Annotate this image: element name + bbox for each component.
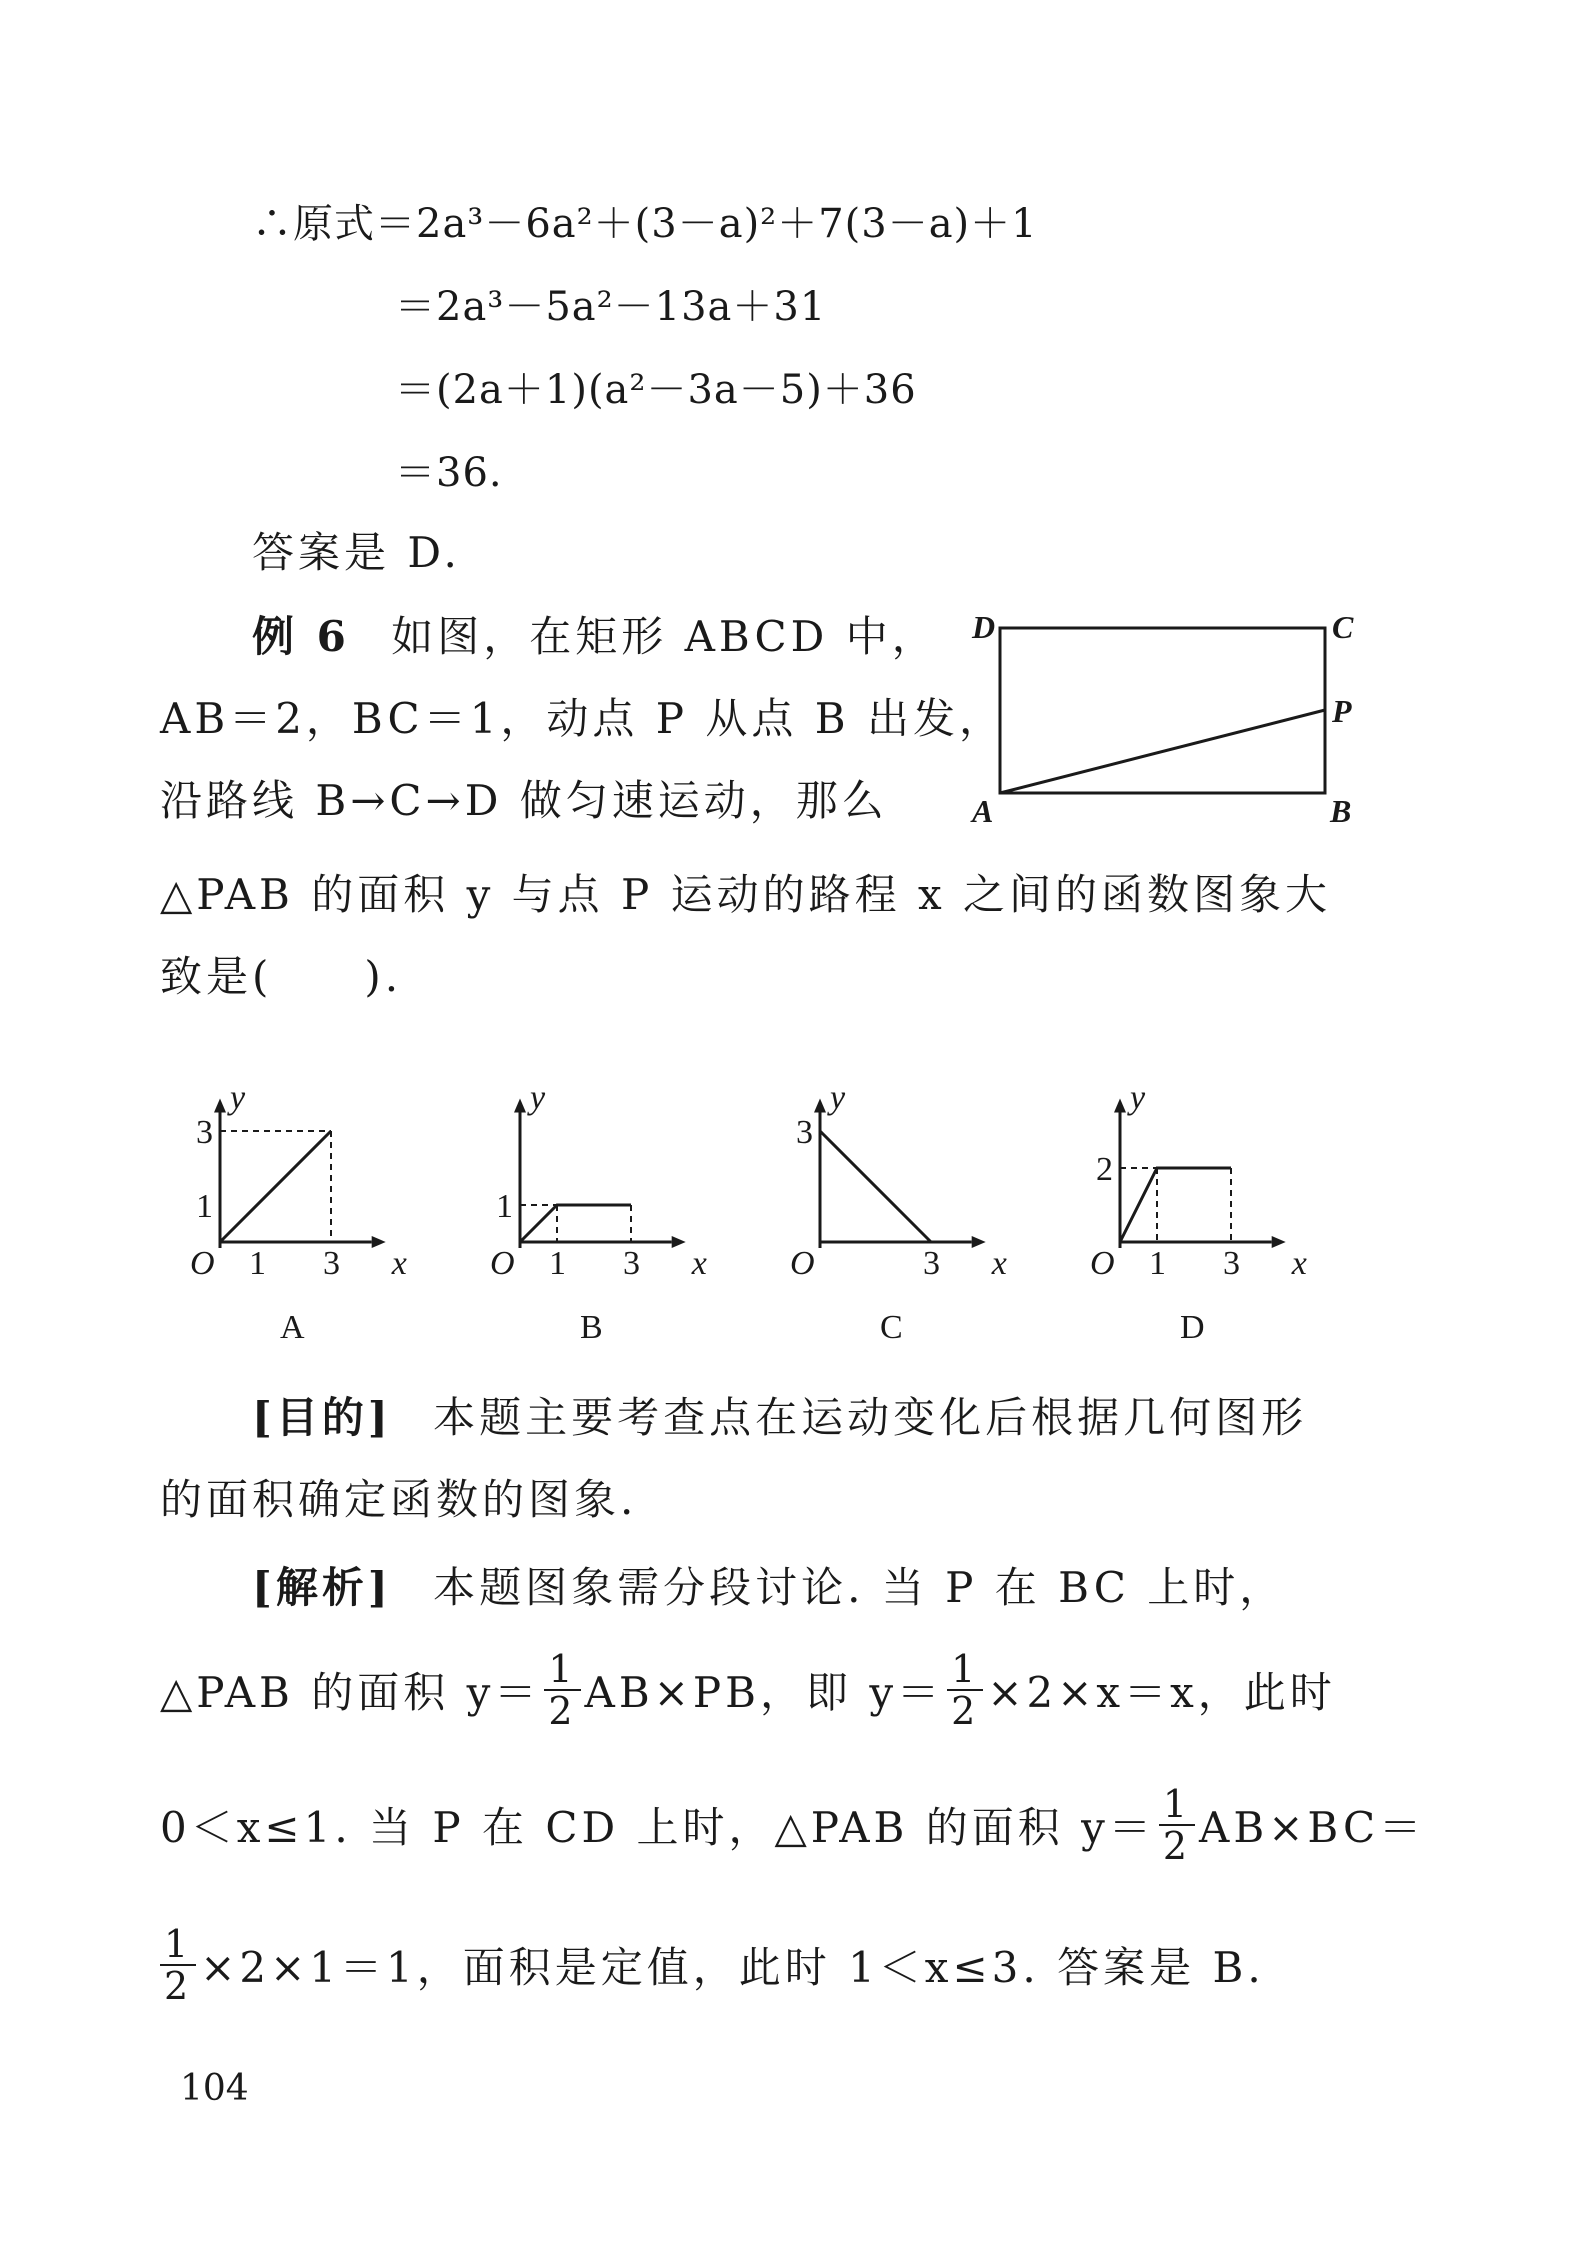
option-graphs: [180, 1020, 1380, 1350]
fraction-half: [947, 1649, 983, 1731]
example-text-1: 如图，在矩形 ABCD 中，: [391, 612, 938, 661]
y-tick-label: 1: [496, 1188, 513, 1225]
fraction-numerator: 1: [544, 1649, 580, 1691]
fraction-half: [1159, 1784, 1195, 1866]
y-axis-arrow: [1114, 1099, 1126, 1113]
purpose-text-2: 的面积确定函数的图象.: [160, 1475, 638, 1524]
function-line: [820, 1131, 931, 1242]
x-axis-label: x: [991, 1245, 1007, 1282]
page-number: 104: [180, 2068, 249, 2109]
rectangle-abcd: [1000, 628, 1325, 793]
option-label: D: [1180, 1309, 1205, 1346]
rectangle-figure: [960, 600, 1380, 840]
solution-line-4: ＝36.: [395, 450, 503, 496]
x-tick-label: 1: [549, 1245, 566, 1282]
function-line: [220, 1131, 331, 1242]
y-tick-label: 1: [196, 1188, 213, 1225]
fraction-numerator: 1: [160, 1924, 196, 1966]
label-d: D: [972, 609, 996, 645]
fraction-denominator: 2: [1162, 1824, 1192, 1868]
y-axis-label: y: [830, 1079, 846, 1117]
y-axis-label: y: [1130, 1079, 1146, 1117]
analysis-tag: [解析]: [252, 1563, 392, 1612]
solution-line-1: ∴原式＝2a³－6a²＋(3－a)²＋7(3－a)＋1: [252, 201, 1038, 247]
option-label: C: [880, 1309, 903, 1346]
segment-ap: [1000, 710, 1325, 793]
analysis-l3b: AB×BC＝: [1199, 1803, 1426, 1852]
x-tick-label: 3: [623, 1245, 640, 1282]
analysis-heading: [252, 1555, 1285, 1615]
fraction-numerator: 1: [947, 1649, 983, 1691]
x-axis-arrow: [372, 1236, 386, 1248]
example-text-3: 沿路线 B→C→D 做匀速运动，那么: [160, 776, 888, 825]
example-text-2: AB＝2，BC＝1，动点 P 从点 B 出发，: [160, 694, 1005, 743]
y-tick-label: 3: [796, 1114, 813, 1151]
solution-line-2: ＝2a³－5a²－13a＋31: [395, 284, 827, 330]
label-b: B: [1330, 793, 1352, 829]
y-axis-label: y: [230, 1079, 246, 1117]
x-tick-label: 3: [923, 1245, 940, 1282]
y-tick-label: 2: [1096, 1151, 1113, 1188]
x-tick-label: 1: [249, 1245, 266, 1282]
analysis-line-3: [160, 1775, 1425, 1875]
x-axis-label: x: [391, 1245, 407, 1282]
function-line: [1120, 1168, 1231, 1242]
example-heading: [252, 604, 938, 664]
example-text-4: △PAB 的面积 y 与点 P 运动的路程 x 之间的函数图象大: [160, 870, 1332, 919]
fraction-denominator: 2: [548, 1689, 577, 1733]
example-label: 例 6: [252, 612, 350, 661]
x-axis-label: x: [691, 1245, 707, 1282]
answer-text: 答案是 D.: [252, 528, 461, 577]
origin-label: O: [790, 1245, 815, 1282]
analysis-l4: ×2×1＝1，面积是定值，此时 1＜x≤3. 答案是 B.: [200, 1943, 1265, 1992]
x-tick-label: 3: [1223, 1245, 1240, 1282]
y-tick-label: 3: [196, 1114, 213, 1151]
analysis-line-4: [160, 1915, 1265, 2015]
fraction-denominator: 2: [951, 1689, 980, 1733]
purpose-text-1: 本题主要考查点在运动变化后根据几何图形: [433, 1393, 1308, 1442]
x-axis-arrow: [972, 1236, 986, 1248]
example-text-5: 致是( ).: [160, 952, 403, 1001]
purpose-heading: [252, 1385, 1307, 1445]
analysis-l3a: 0＜x≤1. 当 P 在 CD 上时，△PAB 的面积 y＝: [160, 1803, 1155, 1852]
y-axis-arrow: [814, 1099, 826, 1113]
x-tick-label: 1: [1149, 1245, 1166, 1282]
fraction-denominator: 2: [164, 1964, 193, 2008]
analysis-l2a: △PAB 的面积 y＝: [160, 1668, 541, 1717]
origin-label: O: [490, 1245, 515, 1282]
y-axis-arrow: [514, 1099, 526, 1113]
y-axis-label: y: [530, 1079, 546, 1117]
option-label: A: [280, 1309, 305, 1346]
label-p: P: [1332, 693, 1352, 729]
option-label: B: [580, 1309, 603, 1346]
x-axis-arrow: [1272, 1236, 1286, 1248]
fraction-half: [160, 1924, 196, 2006]
x-tick-label: 3: [323, 1245, 340, 1282]
x-axis-arrow: [672, 1236, 686, 1248]
origin-label: O: [1090, 1245, 1115, 1282]
origin-label: O: [190, 1245, 215, 1282]
fraction-numerator: 1: [1159, 1784, 1195, 1826]
analysis-line-2: [160, 1640, 1336, 1740]
function-line: [520, 1205, 631, 1242]
analysis-text-1: 本题图象需分段讨论. 当 P 在 BC 上时，: [433, 1563, 1286, 1612]
label-c: C: [1332, 609, 1354, 645]
analysis-l2c: ×2×x＝x，此时: [987, 1668, 1336, 1717]
purpose-tag: [目的]: [252, 1393, 392, 1442]
y-axis-arrow: [214, 1099, 226, 1113]
x-axis-label: x: [1291, 1245, 1307, 1282]
analysis-l2b: AB×PB，即 y＝: [584, 1668, 944, 1717]
fraction-half: [544, 1649, 580, 1731]
solution-line-3: ＝(2a＋1)(a²－3a－5)＋36: [395, 367, 917, 413]
label-a: A: [972, 793, 994, 829]
